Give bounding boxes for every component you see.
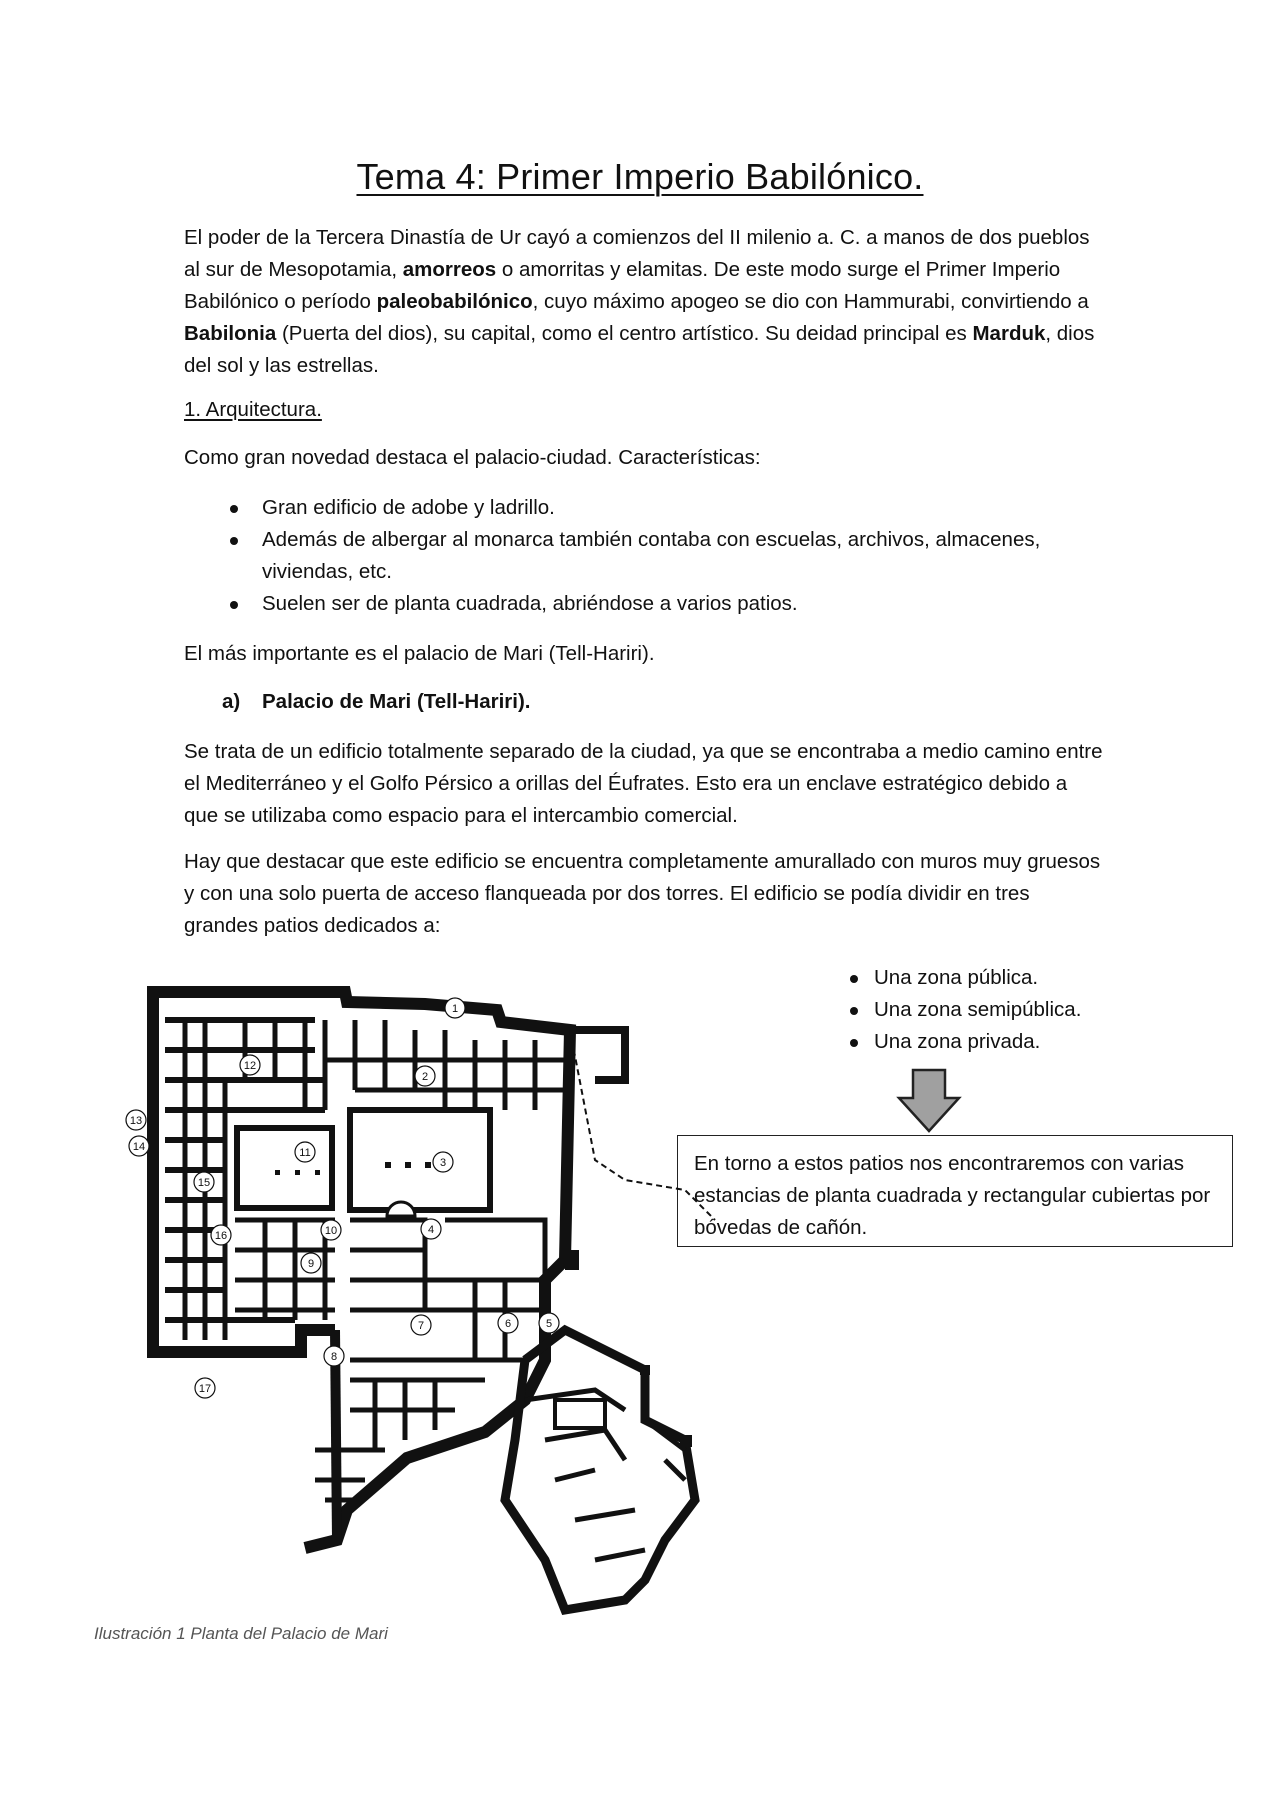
list-item bbox=[218, 588, 1098, 620]
plan-label: 14 bbox=[132, 1141, 146, 1153]
plan-label: 4 bbox=[427, 1224, 435, 1236]
plan-label: 6 bbox=[504, 1318, 512, 1330]
zone-text: Una zona pública. bbox=[874, 966, 1039, 989]
bullet-icon bbox=[850, 1007, 858, 1015]
zone-text: Una zona privada. bbox=[874, 1030, 1041, 1053]
intro-bold-babilonia: Babilonia bbox=[184, 322, 277, 345]
plan-label: 12 bbox=[243, 1060, 257, 1072]
important-palace-text: El más importante es el palacio de Mari (Tell-Hariri). bbox=[184, 642, 655, 665]
intro-bold-paleobabilonico: paleobabilónico bbox=[376, 290, 533, 313]
note-box: En torno a estos patios nos encontraremos con varias estancias de planta cuadrada y rectangular cubiertas por bóvedas de cañón. bbox=[677, 1135, 1233, 1247]
list-item bbox=[218, 492, 1098, 524]
intro-text-1: El poder de la Tercera Dinastía de Ur cayó a comienzos del II milenio a. C. a manos de dos pueblos al sur de Mesopotamia, bbox=[184, 226, 1090, 281]
list-item-text: Suelen ser de planta cuadrada, abriéndose a varios patios. bbox=[262, 592, 798, 615]
bullet-icon bbox=[850, 1039, 858, 1047]
intro-text-4: (Puerta del dios), su capital, como el centro artístico. Su deidad principal es bbox=[276, 322, 973, 345]
section-heading-arquitectura: 1. Arquitectura. bbox=[184, 398, 322, 421]
plan-label: 7 bbox=[417, 1320, 425, 1332]
list-item-text: Gran edificio de adobe y ladrillo. bbox=[262, 496, 555, 519]
plan-label: 8 bbox=[330, 1351, 338, 1363]
walls-paragraph: Hay que destacar que este edificio se encuentra completamente amurallado con muros muy gruesos y con una solo puerta de acceso flanqueada por dos torres. El edificio se podía dividir en tres grandes patios dedicados a: bbox=[184, 850, 1101, 937]
list-item bbox=[850, 962, 1081, 994]
intro-paragraph bbox=[184, 222, 1104, 382]
intro-text-5: , dios del sol y las estrellas. bbox=[184, 322, 1095, 377]
plan-label: 15 bbox=[197, 1177, 211, 1189]
location-paragraph: Se trata de un edificio totalmente separado de la ciudad, ya que se encontraba a medio camino entre el Mediterráneo y el Golfo Pérsico a orillas del Éufrates. Esto era un enclave estratégico debido a que se utilizaba como espacio para el intercambio comercial. bbox=[184, 740, 1103, 827]
plan-label: 3 bbox=[439, 1157, 447, 1169]
plan-label: 13 bbox=[129, 1115, 143, 1127]
down-arrow-icon bbox=[896, 1068, 962, 1134]
plan-label: 16 bbox=[214, 1230, 228, 1242]
page-title: Tema 4: Primer Imperio Babilónico. bbox=[356, 156, 924, 197]
intro-bold-marduk: Marduk bbox=[972, 322, 1046, 345]
bullet-icon bbox=[230, 537, 238, 545]
plan-label: 1 bbox=[451, 1003, 459, 1015]
figure-caption: Ilustración 1 Planta del Palacio de Mari bbox=[94, 1624, 388, 1643]
bullet-icon bbox=[230, 601, 238, 609]
section-lead: Como gran novedad destaca el palacio-ciudad. Características: bbox=[184, 446, 761, 469]
list-item-text: Además de albergar al monarca también contaba con escuelas, archivos, almacenes, viviendas, etc. bbox=[262, 528, 1041, 583]
zone-text: Una zona semipública. bbox=[874, 998, 1082, 1021]
features-list bbox=[218, 492, 1098, 620]
plan-label: 10 bbox=[324, 1225, 338, 1237]
intro-bold-amorreos: amorreos bbox=[402, 258, 497, 281]
bullet-icon bbox=[230, 505, 238, 513]
list-item bbox=[850, 1026, 1081, 1058]
list-item bbox=[218, 524, 1098, 588]
intro-text-3: , cuyo máximo apogeo se dio con Hammurabi, convirtiendo a bbox=[532, 290, 1089, 313]
bullet-icon bbox=[850, 975, 858, 983]
plan-label: 17 bbox=[198, 1383, 212, 1395]
zones-list bbox=[850, 962, 1081, 1058]
subsection-title: Palacio de Mari (Tell-Hariri). bbox=[262, 690, 531, 713]
intro-text-2: o amorritas y elamitas. De este modo surge el Primer Imperio Babilónico o período bbox=[184, 258, 1061, 313]
subsection-letter: a) bbox=[222, 690, 241, 713]
plan-label: 11 bbox=[299, 1147, 311, 1159]
plan-label: 9 bbox=[307, 1258, 315, 1270]
plan-label: 5 bbox=[545, 1318, 553, 1330]
list-item bbox=[850, 994, 1081, 1026]
palace-floor-plan bbox=[125, 980, 815, 1620]
subsection-heading bbox=[222, 690, 530, 714]
plan-label: 2 bbox=[421, 1071, 429, 1083]
